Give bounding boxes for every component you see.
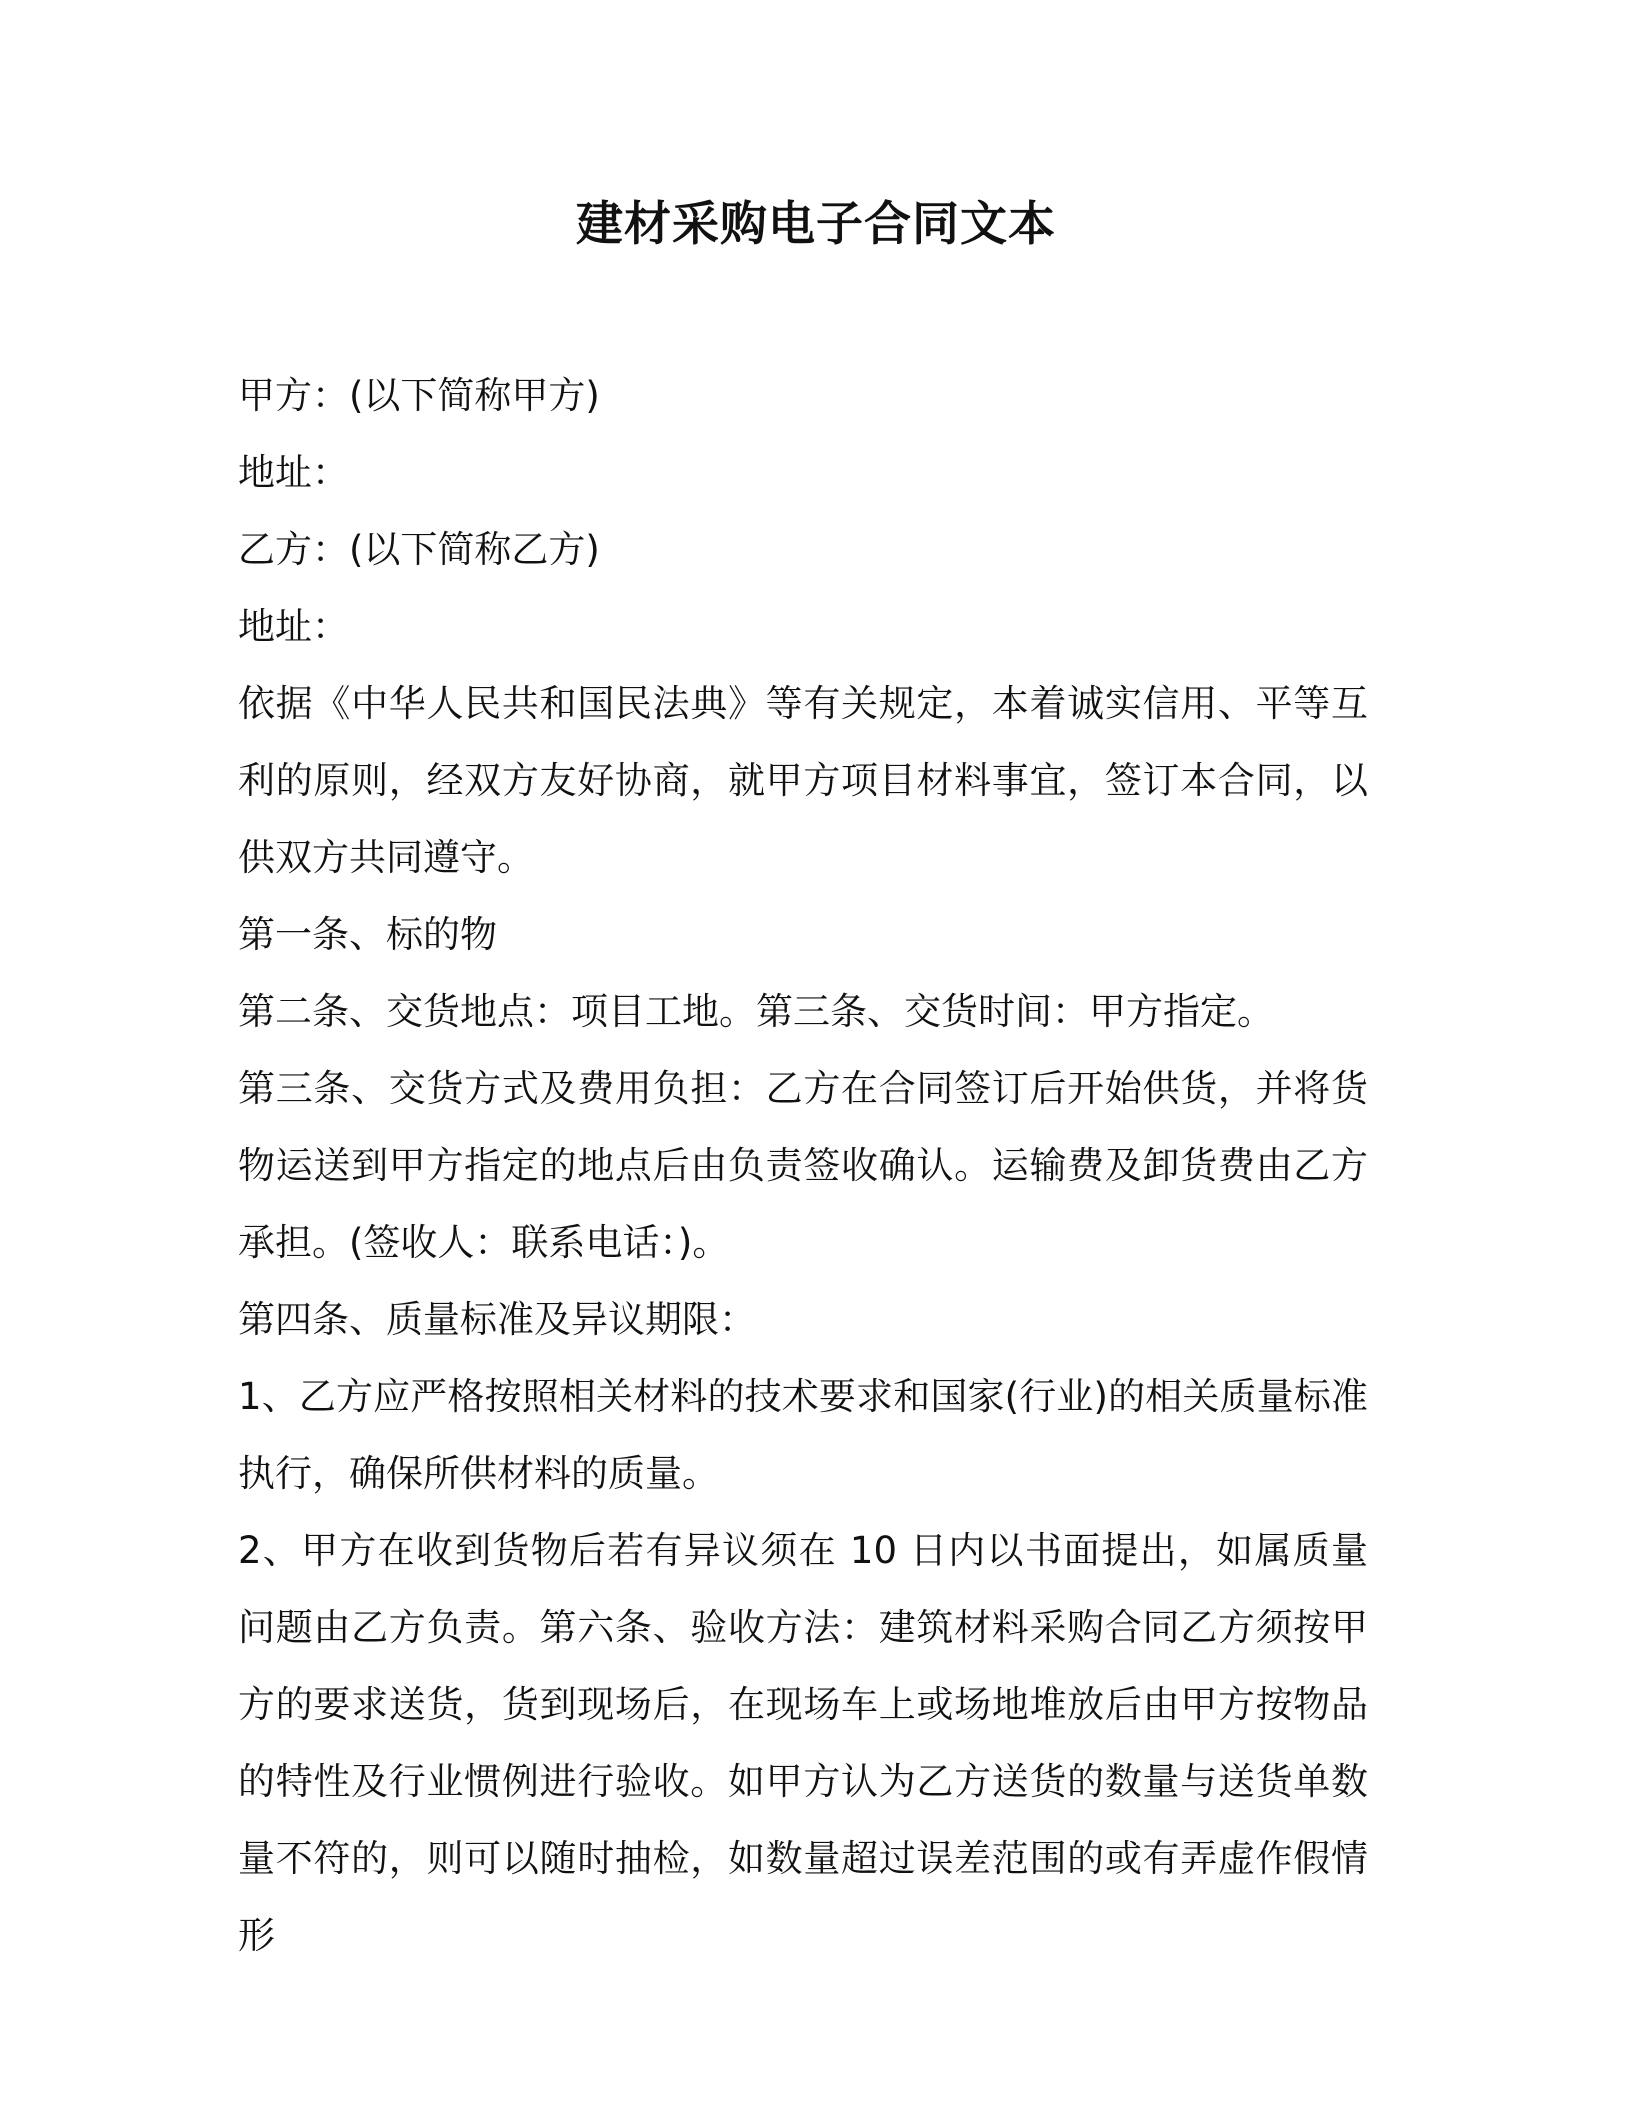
article-3-paragraph: 第三条、交货方式及费用负担：乙方在合同签订后开始供货，并将货物运送到甲方指定的地点后由负责签收确认。运输费及卸货费由乙方承担。(签收人：联系电话：)。	[238, 1067, 1368, 1264]
article-1-heading: 第一条、标的物	[238, 913, 497, 956]
preamble-paragraph: 依据《中华人民共和国民法典》等有关规定，本着诚实信用、平等互利的原则，经双方友好协商，就甲方项目材料事宜，签订本合同，以供双方共同遵守。	[238, 682, 1368, 879]
party-b-line: 乙方：(以下简称乙方)	[238, 528, 600, 571]
document-title: 建材采购电子合同文本	[576, 197, 1056, 252]
party-a-line: 甲方：(以下简称甲方)	[238, 374, 600, 417]
article-2-paragraph: 第二条、交货地点：项目工地。第三条、交货时间：甲方指定。	[238, 990, 1274, 1033]
party-a-address-line: 地址：	[238, 451, 349, 494]
article-4-heading: 第四条、质量标准及异议期限：	[238, 1298, 756, 1341]
clause-1-paragraph: 1、乙方应严格按照相关材料的技术要求和国家(行业)的相关质量标准执行，确保所供材料的质量。	[238, 1375, 1368, 1495]
clause-2-paragraph: 2、甲方在收到货物后若有异议须在 10 日内以书面提出，如属质量问题由乙方负责。第六条、验收方法：建筑材料采购合同乙方须按甲方的要求送货，货到现场后，在现场车上或场地堆放后由甲方按物品的特性及行业惯例进行验收。如甲方认为乙方送货的数量与送货单数量不符的，则可以随时抽检，如数量超过误差范围的或有弄虚作假情形	[238, 1529, 1368, 1957]
party-b-address-line: 地址：	[238, 605, 349, 648]
document-body	[238, 357, 1368, 1974]
